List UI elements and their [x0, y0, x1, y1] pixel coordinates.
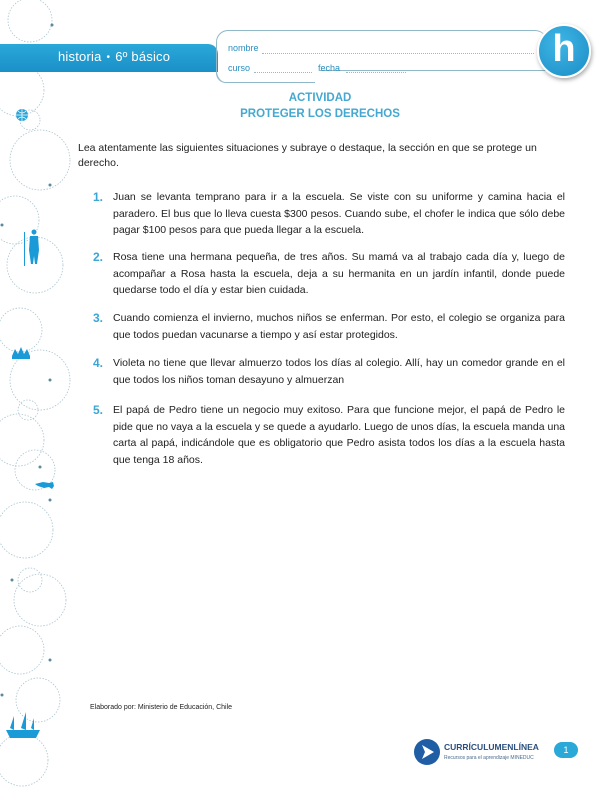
curso-label: curso — [228, 63, 251, 73]
item-number: 2. — [93, 250, 104, 264]
statue-icon — [24, 230, 39, 267]
fecha-label: fecha — [318, 63, 341, 73]
situation-item — [93, 402, 565, 468]
situation-item — [93, 355, 565, 388]
curso-field[interactable] — [254, 72, 312, 73]
nombre-label: nombre — [228, 43, 259, 53]
separator-dot: • — [106, 52, 111, 63]
fecha-field[interactable] — [346, 72, 406, 73]
item-number: 3. — [93, 311, 104, 325]
activity-heading: ACTIVIDAD — [288, 92, 352, 104]
history-logo: h — [537, 24, 591, 78]
item-text: Cuando comienza el invierno, muchos niños se enferman. Por esto, el colegio se organiza para que todos puedan vacunarse a tiempo y así estar protegidos. — [113, 312, 565, 341]
side-decoration — [0, 0, 80, 800]
crown-icon — [12, 347, 30, 359]
credit-line: Elaborado por: Ministerio de Educación, Chile — [90, 704, 233, 711]
curriculum-en-linea-logo — [414, 737, 542, 769]
subject-banner-text — [58, 46, 170, 69]
instructions: Lea atentamente las siguientes situaciones y subraye o destaque, la sección en que se protege un derecho. — [78, 142, 537, 169]
situation-item — [93, 249, 565, 299]
grade-label: 6º básico — [115, 49, 171, 64]
subject-label: historia — [58, 49, 102, 64]
item-number: 4. — [93, 356, 104, 370]
item-text: Violeta no tiene que llevar almuerzo todos los días al colegio. Allí, hay un comedor grande en el que todos los niños toman desayuno y almuerzan — [113, 357, 565, 386]
ship-icon — [6, 712, 40, 738]
situation-item — [93, 189, 565, 239]
page-number: 1 — [554, 742, 578, 758]
item-text: Rosa tiene una hermana pequeña, de tres años. Su mamá va al trabajo cada día y, luego de acompañar a Rosa hasta la escuela, deja a su hermanita en un jardín infantil, donde puede quedarse todo el día y estar bien cuidada. — [113, 251, 565, 296]
item-text: Juan se levanta temprano para ir a la escuela. Se viste con su uniforme y camina hacia el paradero. El bus que lo lleva cuesta $300 pesos. Cuando sube, el chofer le indica que sólo debe pagar $100 pesos para que pueda llegar a la escuela. — [113, 191, 565, 236]
arrow-logo-icon — [414, 739, 440, 765]
brand-tagline: Recursos para el aprendizaje MINEDUC — [444, 755, 534, 761]
nombre-field[interactable] — [262, 53, 534, 54]
item-number: 5. — [93, 403, 104, 417]
brand-name: CURRÍCULUMENLÍNEA — [444, 742, 539, 752]
item-text: El papá de Pedro tiene un negocio muy exitoso. Para que funcione mejor, el papá de Pedro le pide que no vaya a la escuela y se quede a ayudarlo. Luego de unos días, la escuela manda una carta al papá, indicándole que es obligatorio que Pedro asista todos los días a la escuela hasta que tenga 18 años. — [113, 404, 565, 466]
situation-item — [93, 310, 565, 343]
item-number: 1. — [93, 190, 104, 204]
activity-title: PROTEGER LOS DERECHOS — [240, 108, 400, 120]
